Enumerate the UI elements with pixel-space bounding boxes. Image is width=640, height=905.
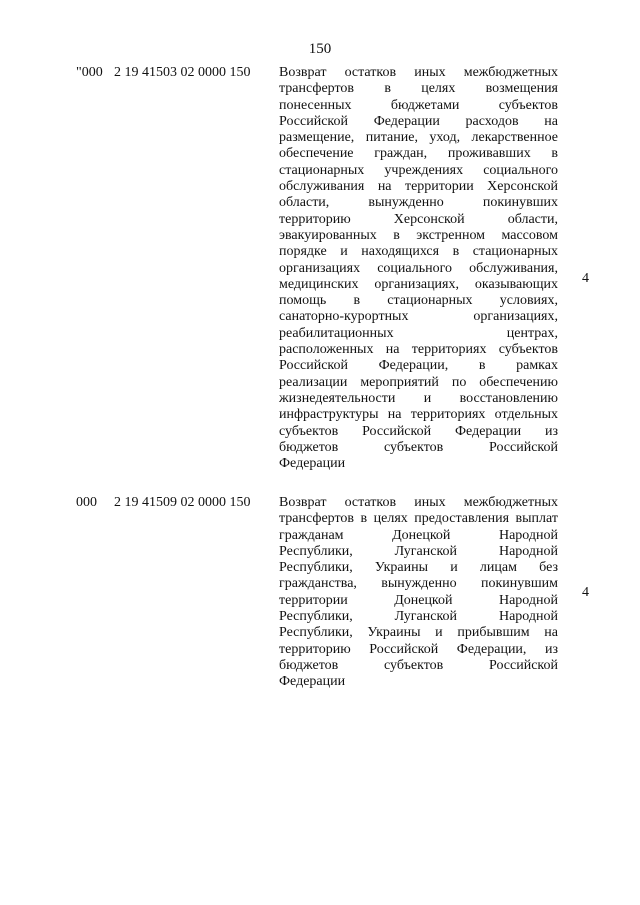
description-line: трансфертов в целях возмещения [279,81,558,97]
description-line: эвакуированных в экстренном массовом [279,227,558,243]
description-line: бюджетов субъектов Российской [279,439,558,455]
group-value: 4 [582,585,589,600]
description-line: инфраструктуры на территориях отдельных [279,407,558,423]
description-line: Возврат остатков иных межбюджетных [279,495,558,510]
description-line: организациях социального обслуживания, [279,260,558,276]
description-line: субъектов Российской Федерации из [279,423,558,439]
budget-code: 2 19 41509 02 0000 150 [114,495,251,510]
description-line: порядке и находящихся в стационарных [279,244,558,260]
description-line: стационарных учреждениях социального [279,162,558,178]
code-cell [76,65,251,81]
description-line: обслуживания на территории Херсонской [279,179,558,195]
description-line: Российской Федерации, в рамках [279,358,558,374]
description-line: медицинских организациях, оказывающих [279,276,558,292]
description-line: Федерации [279,456,346,472]
description-line: санаторно-курортных организациях, [279,309,558,325]
description-line: размещение, питание, уход, лекарственное [279,130,558,146]
description-cell [279,65,558,472]
description-line: территорию Херсонской области, [279,211,558,227]
description-line: помощь в стационарных условиях, [279,293,558,309]
description-line: обеспечение граждан, проживавших в [279,146,558,162]
description-line: территории Донецкой Народной [279,592,558,608]
description-line: реабилитационных центрах, [279,325,558,341]
admin-code: "000 [76,65,103,80]
description-line: реализации мероприятий по обеспечению [279,374,558,390]
description-line: Республики, Украины и прибывшим на [279,625,558,641]
description-line: Республики, Луганской Народной [279,543,558,559]
description-line: гражданства, вынужденно покинувшим [279,576,558,592]
budget-code: 2 19 41503 02 0000 150 [114,65,251,80]
description-line: жизнедеятельности и восстановлению [279,390,558,406]
description-line: Республики, Луганской Народной [279,609,558,625]
description-line: Федерации [279,674,346,690]
group-value: 4 [582,271,589,286]
description-line: Республики, Украины и лицам без [279,560,558,576]
description-line: бюджетов субъектов Российской [279,657,558,673]
description-line: расположенных на территориях субъектов [279,342,558,358]
description-cell [279,495,558,691]
description-line: понесенных бюджетами субъектов [279,97,558,113]
description-line: области, вынужденно покинувших [279,195,558,211]
code-cell [76,495,251,511]
description-line: гражданам Донецкой Народной [279,527,558,543]
admin-code: 000 [76,495,97,510]
description-line: территорию Российской Федерации, из [279,641,558,657]
description-line: трансфертов в целях предоставления выплат [279,511,558,527]
description-line: Российской Федерации расходов на [279,113,558,129]
description-line: Возврат остатков иных межбюджетных [279,65,558,80]
page-number: 150 [308,41,332,57]
